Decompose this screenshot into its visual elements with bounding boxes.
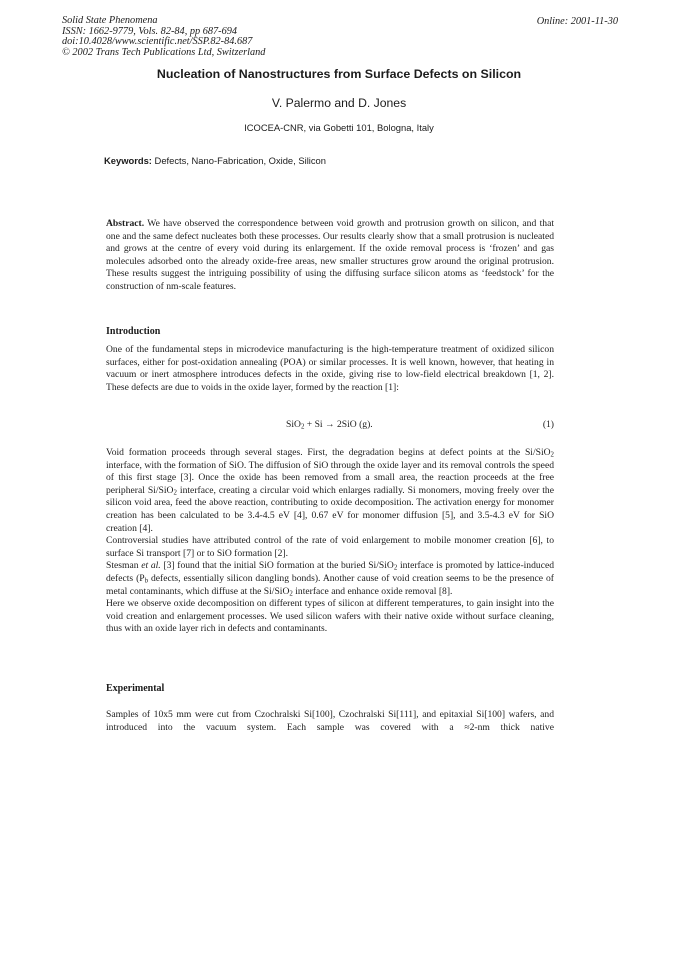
intro-p3: Controversial studies have attributed control of the rate of void enlargement to mobile monomer creation [6], to surface Si transport [7] or to SiO formation [2].: [106, 535, 554, 559]
doi-line[interactable]: doi:10.4028/www.scientific.net/SSP.82-84.687: [62, 36, 253, 48]
online-date: Online: 2001-11-30: [536, 16, 618, 27]
exp-p1: Samples of 10x5 mm were cut from Czochralski Si[100], Czochralski Si[111], and epitaxial Si[100] wafers, and introduced into the vacuum system. Each sample was covered with a ≈2-nm thick native: [106, 709, 554, 733]
p4-f: b: [144, 577, 149, 585]
equation-text: [286, 419, 373, 430]
p2-e: interface, creating a circular void which enlarges radially. Si monomers, moving freely over the silicon void area, feed the above reaction, contributing to oxide decomposition. The activation energy for monomer creation has been calculated to be 3.4-4.5 eV [4], 0.67 eV for monomer diffusion [5], and 3.5-4.3 eV for SiO creation [4].: [106, 484, 554, 534]
introduction-paragraphs-2: [106, 447, 554, 636]
p4-a: Stesman: [106, 560, 142, 572]
p4-e: interface is promoted by lattice-induced defects (P: [106, 560, 555, 584]
p2-d: 2: [173, 489, 177, 497]
abstract-section: [106, 218, 554, 294]
issn-line: ISSN: 1662-9779, Vols. 82-84, pp 687-694: [62, 25, 238, 37]
eq-part-c: + Si → 2SiO (g).: [304, 419, 373, 430]
experimental-heading: Experimental: [106, 683, 165, 694]
p2-a: Void formation proceeds through several stages. First, the degradation begins at defect points at the Si/SiO: [106, 447, 551, 458]
introduction-heading: Introduction: [106, 326, 161, 337]
keywords-text: Defects, Nano-Fabrication, Oxide, Silicon: [151, 155, 326, 166]
intro-p1-text: One of the fundamental steps in microdevice manufacturing is the high-temperature treatment of oxidized silicon surfaces, either for post-oxidation annealing (POA) or similar processes. It is well known, however, that heating in vacuum or inert atmosphere introduces defects in the oxide, giving rise to low-field electrical breakdown [1, 2]. These defects are due to voids in the oxide layer, formed by the reaction [1]:: [106, 344, 554, 393]
journal-header: [62, 16, 265, 58]
eq-part-a: SiO: [286, 419, 301, 430]
p2-c: interface, with the formation of SiO. The diffusion of SiO through the oxide layer and its removal controls the speed of this first stage [3]. Once the oxide has been removed from a small area, the reaction proceeds at the free peripheral Si/SiO: [106, 459, 554, 496]
keywords-label: Keywords:: [104, 155, 152, 166]
intro-p5: Here we observe oxide decomposition on different types of silicon at different temperatures, to gain insight into the void creation and enlargement processes. We used silicon wafers with their native oxide without surface cleaning, thus with an oxide layer rich in defects and contaminants.: [106, 598, 554, 635]
intro-p4: [106, 560, 554, 598]
abstract-label: Abstract.: [106, 218, 145, 229]
copyright-line: © 2002 Trans Tech Publications Ltd, Switzerland: [62, 46, 266, 58]
p4-c: [3] found that the initial SiO formation at the buried Si/SiO: [160, 560, 394, 572]
keywords-line: [104, 155, 326, 166]
paper-affiliation: ICOCEA-CNR, via Gobetti 101, Bologna, Italy: [244, 122, 434, 133]
intro-p2: [106, 447, 554, 535]
experimental-paragraph-1: [106, 709, 554, 734]
journal-name: Solid State Phenomena: [62, 15, 158, 26]
eq-part-b: 2: [300, 423, 305, 431]
p4-h: 2: [289, 590, 293, 598]
p2-b: 2: [550, 451, 554, 459]
introduction-paragraph-1: [106, 344, 554, 394]
p4-b: et al.: [141, 560, 161, 572]
p4-d: 2: [393, 565, 398, 573]
equation-number: (1): [542, 419, 554, 430]
abstract-text: We have observed the correspondence between void growth and protrusion growth on silicon, and that one and the same defect nucleates both these processes. Our results clearly show that a small protrusion is nucleated and grows at the centre of every void during its enlargement. If the oxide removal process is ‘frozen’ and gas molecules adsorbed onto the already oxide-free areas, new smaller structures grow around the original protrusion. These results suggest the intriguing possibility of using the diffusing surface silicon atoms as ‘feedstock’ for the construction of nm-scale features.: [106, 218, 554, 292]
p4-g: defects, essentially silicon dangling bonds). Another cause of void creation seems to be the presence of metal contaminants, which diffuse at the Si/SiO: [106, 572, 554, 597]
paper-authors: V. Palermo and D. Jones: [271, 96, 407, 110]
paper-title: Nucleation of Nanostructures from Surface Defects on Silicon: [156, 67, 522, 81]
p4-i: interface and enhance oxide removal [8].: [292, 585, 453, 597]
